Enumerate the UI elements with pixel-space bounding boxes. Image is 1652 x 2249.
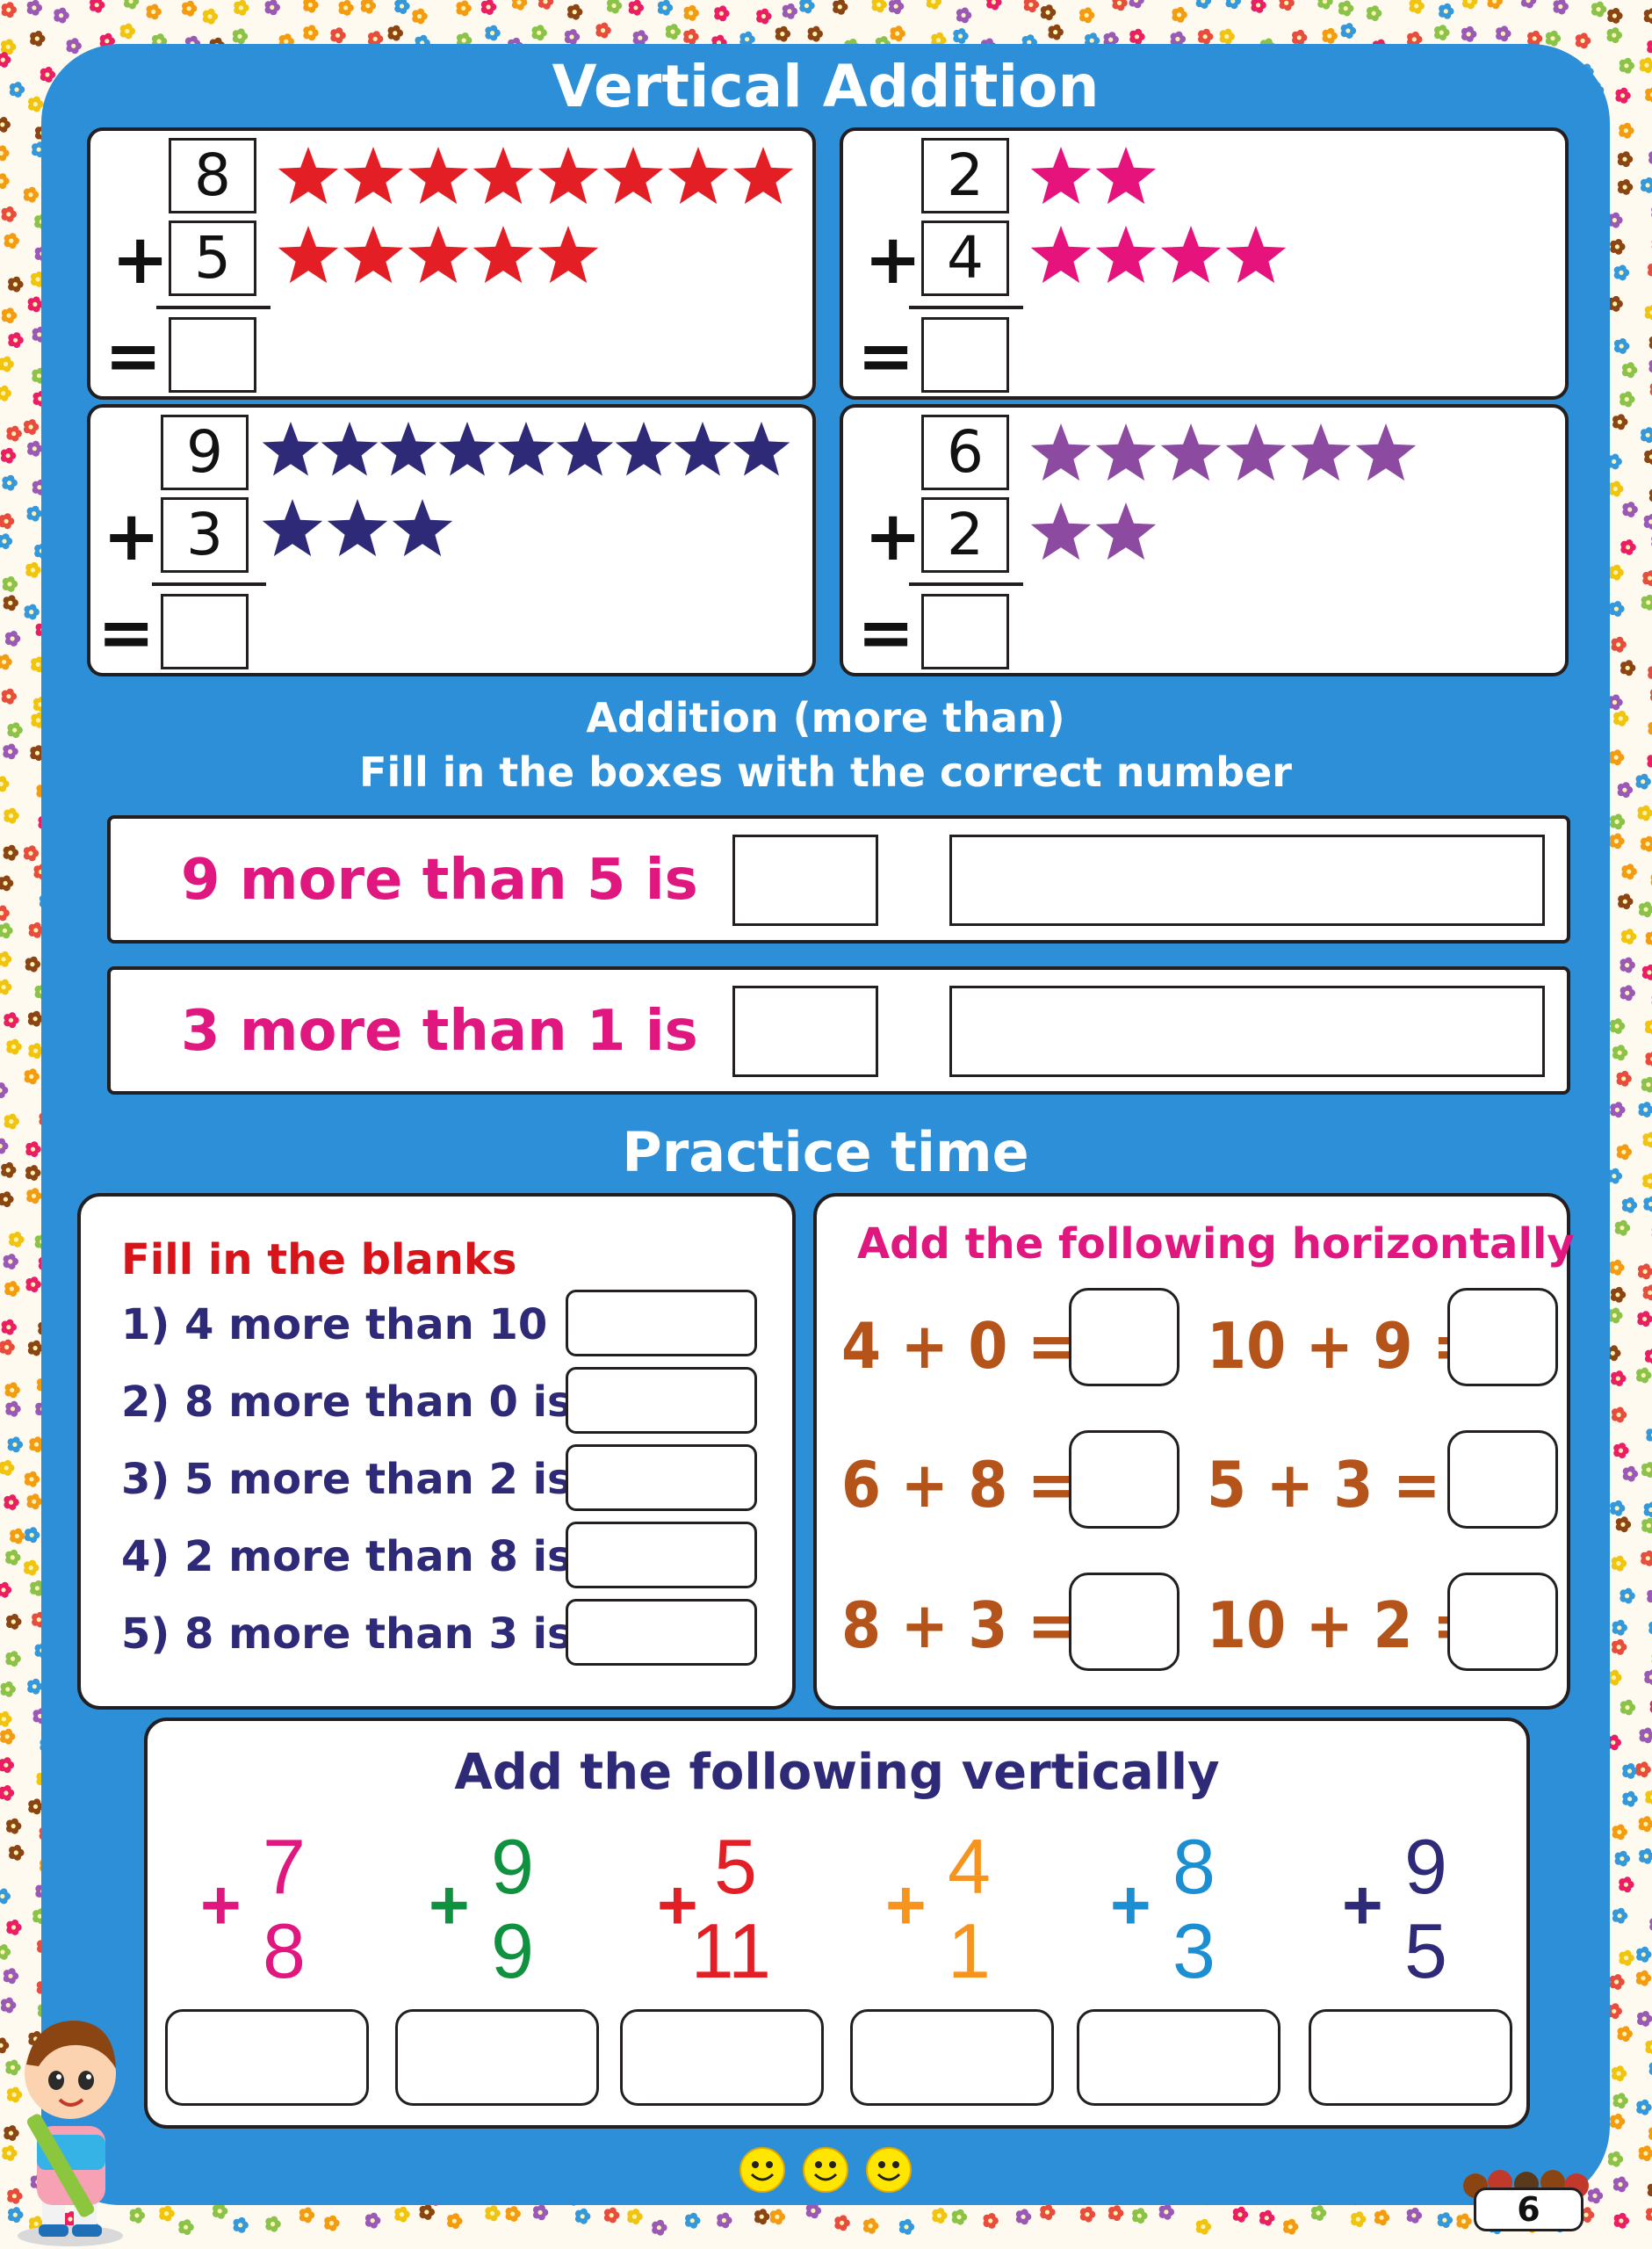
more-than-row-2 xyxy=(107,966,1570,1095)
star-icon xyxy=(263,422,320,476)
star-icon xyxy=(1031,503,1091,560)
equation-4: 5 + 3 = xyxy=(1207,1453,1440,1516)
equals-sign: = xyxy=(97,599,155,668)
plus-sign: + xyxy=(864,226,921,294)
star-row xyxy=(1028,145,1166,208)
more-than-text: 3 more than 1 is xyxy=(181,970,698,1093)
vertical-sum-1 xyxy=(200,1828,341,1978)
answer-box[interactable] xyxy=(161,594,249,669)
star-icon xyxy=(473,226,533,283)
equation-answer-box-6[interactable] xyxy=(1447,1573,1558,1671)
fill-blanks-title: Fill in the blanks xyxy=(121,1235,516,1284)
top-stars xyxy=(275,145,804,206)
top-stars xyxy=(1028,422,1426,483)
equation-answer-box-1[interactable] xyxy=(1069,1288,1179,1386)
equation-answer-box-5[interactable] xyxy=(1069,1573,1179,1671)
blank-item-3: 3) 5 more than 2 is xyxy=(121,1458,573,1501)
number-box[interactable] xyxy=(732,986,878,1077)
top-number-box: 8 xyxy=(169,138,256,213)
bottom-number-box: 4 xyxy=(921,221,1009,296)
equation-3: 6 + 8 = xyxy=(841,1453,1075,1516)
star-icon xyxy=(668,147,728,204)
star-icon xyxy=(408,147,468,204)
bottom-stars xyxy=(275,224,609,286)
plus-sign: + xyxy=(1110,1870,1151,1941)
star-icon xyxy=(538,147,598,204)
equation-1: 4 + 0 = xyxy=(841,1314,1075,1378)
equation-2: 10 + 9 = xyxy=(1207,1314,1480,1378)
practice-title: Practice time xyxy=(41,1120,1610,1184)
blank-answer-box-5[interactable] xyxy=(566,1599,757,1666)
vertical-sum-4 xyxy=(885,1828,1026,1978)
vertical-sum-6 xyxy=(1342,1828,1482,1978)
equals-sign: = xyxy=(105,322,162,391)
plus-sign: + xyxy=(429,1870,470,1941)
bottom-number-box: 2 xyxy=(921,497,1009,573)
star-icon xyxy=(1226,423,1286,481)
bottom-number-box: 5 xyxy=(169,221,256,296)
star-icon xyxy=(1161,423,1221,481)
plus-sign: + xyxy=(103,503,160,571)
vertical-card-2 xyxy=(840,127,1569,400)
vertical-answer-box-3[interactable] xyxy=(620,2009,824,2106)
top-number: 9 xyxy=(491,1828,534,1906)
star-row xyxy=(275,224,609,287)
top-number: 4 xyxy=(948,1828,991,1906)
star-icon xyxy=(1031,147,1091,204)
blank-answer-box-1[interactable] xyxy=(566,1290,757,1356)
star-icon xyxy=(616,422,673,476)
equation-answer-box-2[interactable] xyxy=(1447,1288,1558,1386)
equals-sign: = xyxy=(857,599,914,668)
bottom-number: 5 xyxy=(1404,1913,1447,1990)
star-row xyxy=(259,497,463,560)
equation-5: 8 + 3 = xyxy=(841,1594,1075,1657)
star-row xyxy=(1028,422,1426,485)
plus-sign: + xyxy=(200,1870,242,1941)
plus-sign: + xyxy=(112,226,169,294)
star-icon xyxy=(1161,226,1221,283)
star-icon xyxy=(1031,226,1091,283)
star-icon xyxy=(321,422,379,476)
answer-box[interactable] xyxy=(921,594,1009,669)
star-icon xyxy=(278,226,338,283)
star-icon xyxy=(1291,423,1351,481)
top-number: 9 xyxy=(1404,1828,1447,1906)
star-icon xyxy=(1096,226,1156,283)
vertical-answer-box-2[interactable] xyxy=(395,2009,599,2106)
sum-line xyxy=(152,582,266,586)
star-icon xyxy=(733,147,793,204)
plus-sign: + xyxy=(1342,1870,1383,1941)
answer-box[interactable] xyxy=(169,317,256,393)
sum-line xyxy=(909,582,1023,586)
vertical-answer-box-5[interactable] xyxy=(1077,2009,1280,2106)
word-box[interactable] xyxy=(949,986,1545,1077)
blank-answer-box-2[interactable] xyxy=(566,1367,757,1434)
star-icon xyxy=(733,422,790,476)
star-icon xyxy=(343,147,403,204)
vertical-card-1 xyxy=(87,127,816,400)
more-than-subtitle: Fill in the boxes with the correct number xyxy=(41,748,1610,796)
bottom-number: 1 xyxy=(948,1913,991,1990)
star-icon xyxy=(278,147,338,204)
plus-sign: + xyxy=(864,503,921,571)
smiley-icon xyxy=(865,2146,913,2194)
star-icon xyxy=(1031,423,1091,481)
bottom-number: 3 xyxy=(1172,1913,1216,1990)
vertical-sum-3 xyxy=(657,1828,797,1978)
blank-answer-box-4[interactable] xyxy=(566,1522,757,1588)
bottom-stars xyxy=(1028,224,1296,286)
bottom-number: 11 xyxy=(691,1913,771,1990)
blank-item-5: 5) 8 more than 3 is xyxy=(121,1613,573,1655)
star-icon xyxy=(675,422,732,476)
number-box[interactable] xyxy=(732,835,878,926)
vertical-sum-2 xyxy=(429,1828,569,1978)
fill-blanks-card xyxy=(77,1193,796,1710)
star-icon xyxy=(538,226,598,283)
word-box[interactable] xyxy=(949,835,1545,926)
bottom-number: 8 xyxy=(263,1913,306,1990)
star-row xyxy=(1028,224,1296,287)
equation-answer-box-3[interactable] xyxy=(1069,1430,1179,1529)
star-icon xyxy=(328,499,387,556)
page-title: Vertical Addition xyxy=(41,53,1610,120)
equals-sign: = xyxy=(857,322,914,391)
equation-answer-box-4[interactable] xyxy=(1447,1430,1558,1529)
star-icon xyxy=(1096,423,1156,481)
star-row xyxy=(1028,501,1166,564)
plus-sign: + xyxy=(657,1870,698,1941)
star-icon xyxy=(498,422,555,476)
bottom-number: 9 xyxy=(491,1913,534,1990)
vertical-sum-5 xyxy=(1110,1828,1251,1978)
top-stars xyxy=(1028,145,1166,206)
page-number-badge xyxy=(1458,2175,1594,2233)
bottom-stars xyxy=(1028,501,1166,562)
top-number-box: 9 xyxy=(161,415,249,490)
bottom-number-box: 3 xyxy=(161,497,249,573)
answer-box[interactable] xyxy=(921,317,1009,393)
smiley-icon xyxy=(802,2146,849,2194)
star-icon xyxy=(380,422,437,476)
boy-with-pencil-illustration xyxy=(0,1985,141,2249)
page-number: 6 xyxy=(1474,2188,1583,2231)
equation-6: 10 + 2 = xyxy=(1207,1594,1480,1657)
star-icon xyxy=(343,226,403,283)
vertical-practice-card xyxy=(144,1717,1530,2129)
smiley-icon xyxy=(739,2146,786,2194)
vertical-answer-box-4[interactable] xyxy=(850,2009,1054,2106)
top-number: 8 xyxy=(1172,1828,1216,1906)
top-number: 7 xyxy=(263,1828,306,1906)
more-than-title: Addition (more than) xyxy=(41,694,1610,741)
star-icon xyxy=(393,499,452,556)
star-icon xyxy=(1096,503,1156,560)
plus-sign: + xyxy=(885,1870,927,1941)
sum-line xyxy=(156,306,271,309)
blank-item-4: 4) 2 more than 8 is xyxy=(121,1536,573,1578)
vertical-practice-title: Add the following vertically xyxy=(148,1744,1526,1801)
star-icon xyxy=(1096,147,1156,204)
star-row xyxy=(275,145,804,208)
horizontal-title: Add the following horizontally xyxy=(857,1219,1575,1269)
top-stars xyxy=(259,418,797,480)
top-number-box: 6 xyxy=(921,415,1009,490)
sum-line xyxy=(909,306,1023,309)
vertical-answer-box-6[interactable] xyxy=(1309,2009,1512,2106)
more-than-row-1 xyxy=(107,815,1570,944)
star-icon xyxy=(408,226,468,283)
top-number-box: 2 xyxy=(921,138,1009,213)
more-than-text: 9 more than 5 is xyxy=(181,819,698,942)
vertical-answer-box-1[interactable] xyxy=(165,2009,369,2106)
star-row xyxy=(259,418,797,481)
blank-item-1: 1) 4 more than 10 is xyxy=(121,1304,602,1346)
star-icon xyxy=(473,147,533,204)
top-number: 5 xyxy=(714,1828,757,1906)
star-icon xyxy=(263,499,322,556)
star-icon xyxy=(1226,226,1286,283)
star-icon xyxy=(1356,423,1416,481)
horizontal-card xyxy=(813,1193,1570,1710)
star-icon xyxy=(557,422,614,476)
blank-answer-box-3[interactable] xyxy=(566,1444,757,1511)
vertical-card-4 xyxy=(840,404,1569,676)
vertical-card-3 xyxy=(87,404,816,676)
bottom-stars xyxy=(259,497,463,559)
star-icon xyxy=(603,147,663,204)
blank-item-2: 2) 8 more than 0 is xyxy=(121,1381,573,1423)
star-icon xyxy=(439,422,496,476)
